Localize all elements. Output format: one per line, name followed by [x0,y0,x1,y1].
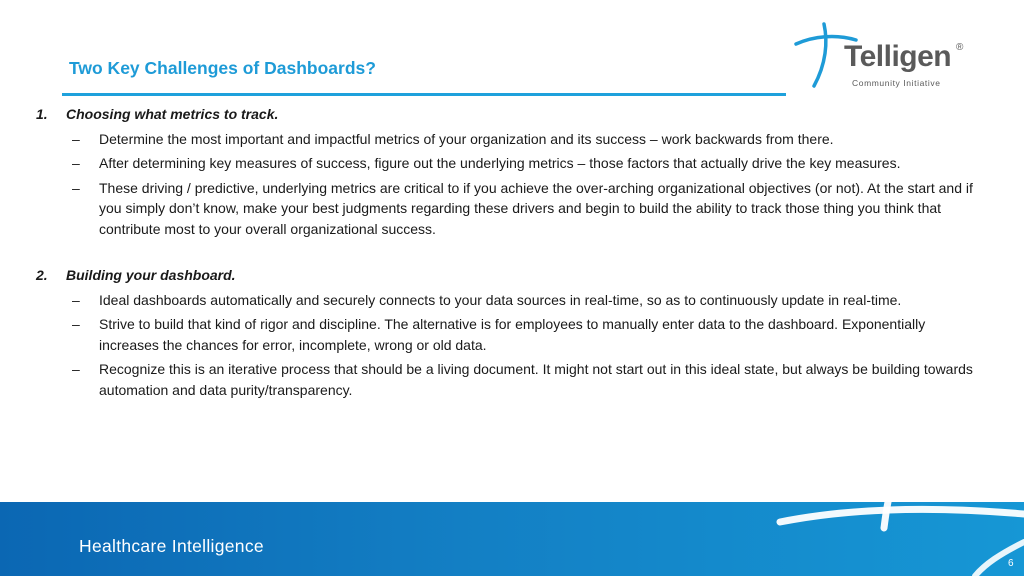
bullet-item [36,314,976,355]
bullet-item [36,290,976,311]
bullet-text: Recognize this is an iterative process that should be a living document. It might not start out in this ideal state, but always be building towards automation and data purity/transparency. [99,361,973,398]
section-heading-text: Building your dashboard. [66,267,236,283]
bullet-text: Determine the most important and impactful metrics of your organization and its success – work backwards from there. [99,130,834,147]
bullet-text: Strive to build that kind of rigor and discipline. The alternative is for employees to manually enter data to the dashboard. Exponentially increases the chances for error, incomplete, wrong or old data. [99,316,926,353]
dash-bullet-icon: – [72,179,80,196]
footer-tagline: Healthcare Intelligence [79,536,264,556]
logo-wordmark: Telligen [844,40,952,73]
bullet-item [36,178,976,240]
section-number: 1. [36,106,48,122]
section-building-dashboard [36,265,976,400]
section-heading-text: Choosing what metrics to track. [66,106,279,122]
dash-bullet-icon: – [72,291,80,308]
dash-bullet-icon: – [72,155,80,171]
telligen-logo [794,20,974,92]
section-number: 2. [36,267,48,283]
bullet-text: After determining key measures of success, figure out the underlying metrics – those factors that actually drive the key measures. [99,155,901,171]
section-metrics [36,104,976,239]
logo-tagline: Community Initiative [852,78,941,88]
slide-title: Two Key Challenges of Dashboards? [69,58,376,78]
slide-body [36,104,976,404]
dash-bullet-icon: – [72,130,80,147]
bullet-item [36,359,976,400]
bullet-item [36,129,976,150]
bullet-text: These driving / predictive, underlying metrics are critical to if you achieve the over-arching organizational objectives (or not). At the start and if you simply don’t know, make your best judgments regarding these drivers and begin to build the ability to track those thing you think that contribute most to your overall organizational success. [99,179,973,237]
bullet-text: Ideal dashboards automatically and securely connects to your data sources in real-time, so as to continuously update in real-time. [99,291,902,308]
section-heading [36,265,976,286]
bullet-item [36,153,976,174]
dash-bullet-icon: – [72,316,80,332]
page-number: 6 [1008,558,1014,569]
dash-bullet-icon: – [72,361,80,377]
footer-banner [0,502,1024,576]
logo-registered-mark: ® [956,42,964,53]
section-heading [36,104,976,125]
title-divider [62,93,786,96]
